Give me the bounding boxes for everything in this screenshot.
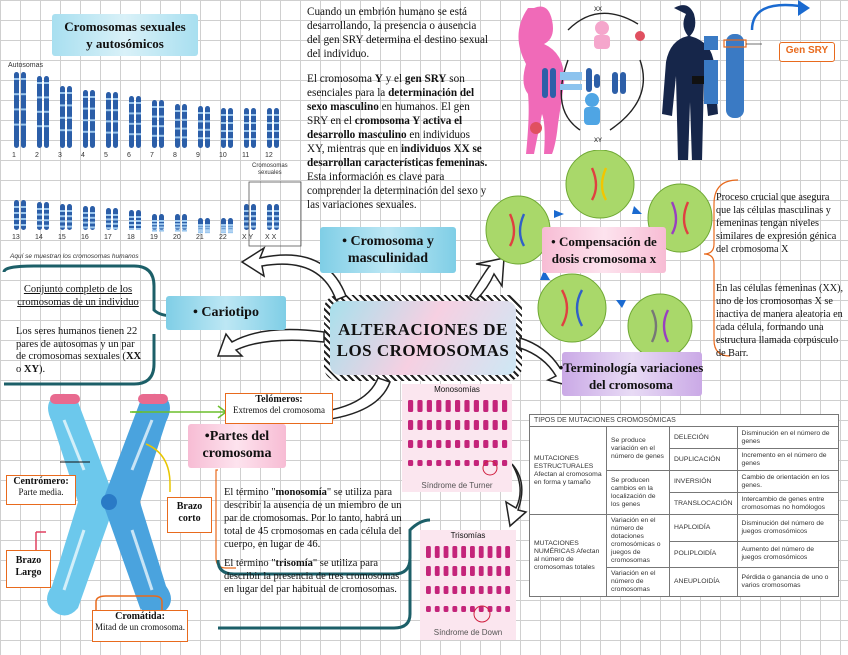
sexuales-box-label: Cromosomas sexuales xyxy=(252,163,288,176)
mutation-name: TRANSLOCACIÓN xyxy=(670,493,738,515)
mutation-type: MUTACIONES NUMÉRICAS Afectan al número de cromosomas totales xyxy=(530,515,607,597)
mini-chromosome xyxy=(461,606,466,612)
telomeros-box xyxy=(225,393,333,424)
mini-chromosome xyxy=(436,400,441,412)
chromosome-number: 16 xyxy=(81,234,89,241)
chromosome-number: 10 xyxy=(219,152,227,159)
mutation-name: HAPLOIDÍA xyxy=(670,515,738,542)
cromatida-desc: Mitad de un cromosoma. xyxy=(95,622,185,632)
mini-chromosome xyxy=(483,440,488,448)
mini-chromosome xyxy=(461,586,466,594)
telomeros-desc: Extremos del cromosoma xyxy=(233,405,325,415)
mutation-description: Disminución en el número de genes xyxy=(737,427,838,449)
mutation-name: INVERSIÓN xyxy=(670,471,738,493)
mini-chromosome xyxy=(505,566,510,576)
mini-chromosome xyxy=(470,566,475,576)
chromosome-number: 6 xyxy=(127,152,131,159)
mini-chromosome xyxy=(464,440,469,448)
mini-chromosome xyxy=(444,566,449,576)
partes-chip-label: •Partes del cromosoma xyxy=(202,429,272,461)
telomeros-title: Telómeros: xyxy=(255,394,303,405)
mini-chromosome xyxy=(496,566,501,576)
mini-chromosome xyxy=(436,460,441,466)
mutation-description: Incremento en el número de genes xyxy=(737,449,838,471)
mini-chromosome xyxy=(483,420,488,430)
mini-chromosome xyxy=(435,546,440,558)
mini-chromosome xyxy=(446,440,451,448)
cromatida-box xyxy=(92,610,188,642)
mini-chromosome xyxy=(496,546,501,558)
mini-chromosome xyxy=(455,400,460,412)
mutation-description: Disminución del número de juegos cromosómicos xyxy=(737,515,838,542)
mini-chromosome xyxy=(474,400,479,412)
mini-chromosome xyxy=(496,586,501,594)
chromosome-number: 2 xyxy=(35,152,39,159)
chromosome-number: 19 xyxy=(150,234,158,241)
mini-chromosome xyxy=(502,400,507,412)
chromosome-number: X Y xyxy=(242,234,254,241)
mutation-cause: Variación en el número de cromosomas xyxy=(607,568,670,597)
mini-chromosome xyxy=(464,420,469,430)
mini-chromosome xyxy=(446,400,451,412)
cariotipo-description: Los seres humanos tienen 22 pares de autosomas y un par de cromosomas sexuales (XX o XY). xyxy=(16,326,142,375)
svg-text:XY: XY xyxy=(594,138,603,144)
karyotype-caption: Aquí se muestran los cromosomas humanos xyxy=(10,253,139,260)
compensacion-text-2: En las células femeninas (XX), uno de los cromosomas X se inactiva de manera aleatoria en cada célula, formando una estructura llamada corpúsculo de Barr. xyxy=(716,283,844,359)
mini-chromosome xyxy=(427,420,432,430)
mini-chromosome xyxy=(505,546,510,558)
mini-chromosome xyxy=(436,440,441,448)
intro-paragraph-2: El cromosoma Y y el gen SRY son esenciales para la determinación del sexo masculino en humanos. El gen SRY en el cromosoma Y activa el desarrollo masculino en individuos XY, mientras que en individuos XX se desarrollan características femeninas. Esta información es clave para comprender la determinación del sexo y las variaciones sexuales. xyxy=(307,73,488,211)
mini-chromosome xyxy=(452,546,457,558)
mini-chromosome xyxy=(505,586,510,594)
chromosome-number: 9 xyxy=(196,152,200,159)
mutation-description: Intercambio de genes entre cromosomas no homólogos xyxy=(737,493,838,515)
mutation-table-wrap xyxy=(529,414,839,597)
mini-chromosome xyxy=(474,420,479,430)
sexuales-chip-label: Cromosomas sexuales y autosómicos xyxy=(64,19,186,51)
brazo-corto-box xyxy=(167,497,212,533)
mini-chromosome xyxy=(408,460,413,466)
mini-chromosome xyxy=(408,440,413,448)
mini-chromosome xyxy=(464,460,469,466)
mutation-cause: Se producen cambios en la localización de los genes xyxy=(607,471,670,515)
brazo-largo-box xyxy=(6,550,51,588)
mini-chromosome xyxy=(474,440,479,448)
mutation-description: Cambio de orientación en los genes. xyxy=(737,471,838,493)
mini-chromosome xyxy=(452,586,457,594)
mini-chromosome xyxy=(408,400,413,412)
mini-chromosome xyxy=(461,546,466,558)
masculinidad-chip-label: • Cromosoma y masculinidad xyxy=(342,234,434,266)
compensacion-text-1: Proceso crucial que asegura que las células masculinas y femeninas tengan niveles similares de expresión génica del cromosoma X xyxy=(716,192,837,255)
table-row xyxy=(530,515,839,542)
mini-chromosome xyxy=(435,566,440,576)
centromero-title: Centrómero: xyxy=(13,476,69,487)
mutation-table-header: TIPOS DE MUTACIONES CROMOSÓMICAS xyxy=(529,414,839,426)
trisomia-karyotype xyxy=(422,542,514,626)
mini-chromosome xyxy=(488,546,493,558)
mutation-name: DUPLICACIÓN xyxy=(670,449,738,471)
mutation-description: Aumento del número de juegos cromosómicos xyxy=(737,541,838,568)
mini-chromosome xyxy=(427,440,432,448)
chromosome-number: 11 xyxy=(242,152,250,159)
chromosome-number: 20 xyxy=(173,234,181,241)
mini-chromosome xyxy=(502,420,507,430)
mini-chromosome xyxy=(408,420,413,430)
chromosome-number: 18 xyxy=(127,234,135,241)
mutation-table xyxy=(529,426,839,597)
mini-chromosome xyxy=(455,460,460,466)
mini-chromosome xyxy=(505,606,510,612)
trisomia-title: Trisomías xyxy=(450,531,486,540)
chromosome-number: 5 xyxy=(104,152,108,159)
mutation-name: ANEUPLOIDÍA xyxy=(670,568,738,597)
mini-chromosome xyxy=(435,606,440,612)
mini-chromosome xyxy=(446,460,451,466)
mini-chromosome xyxy=(426,606,431,612)
mini-chromosome xyxy=(470,586,475,594)
mini-chromosome xyxy=(455,440,460,448)
table-row xyxy=(530,427,839,449)
terminologia-chip-label: •Terminología variaciones del cromosoma xyxy=(558,360,704,392)
chromosome-number: 17 xyxy=(104,234,112,241)
chromosome-number: 21 xyxy=(196,234,204,241)
monosomia-title: Monosomías xyxy=(434,385,480,394)
cariotipo-chip-label: • Cariotipo xyxy=(193,305,259,320)
mini-chromosome xyxy=(502,460,507,466)
mini-chromosome xyxy=(426,566,431,576)
chromosome-number: 22 xyxy=(219,234,227,241)
mini-chromosome xyxy=(417,440,422,448)
compensacion-chip-label: • Compensación de dosis cromosoma x xyxy=(551,234,657,266)
trisomia-text: El término "trisomía" se utiliza para describir la presencia de tres cromosomas en lugar del par habitual de cromosomas. xyxy=(224,558,400,595)
mini-chromosome xyxy=(464,400,469,412)
mini-chromosome xyxy=(479,546,484,558)
mini-chromosome xyxy=(474,460,479,466)
chromosome-number: 15 xyxy=(58,234,66,241)
mini-chromosome xyxy=(493,440,498,448)
mini-chromosome xyxy=(446,420,451,430)
mutation-type: MUTACIONES ESTRUCTURALES Afectan al cromosoma en forma y tamaño xyxy=(530,427,607,515)
mutation-name: POLIPLOIDÍA xyxy=(670,541,738,568)
mini-chromosome xyxy=(417,400,422,412)
mini-chromosome xyxy=(444,606,449,612)
mini-chromosome xyxy=(417,420,422,430)
mini-chromosome xyxy=(488,586,493,594)
centromero-desc: Parte media. xyxy=(18,487,64,497)
chromosome-number: 3 xyxy=(58,152,62,159)
mini-chromosome xyxy=(479,586,484,594)
mini-chromosome xyxy=(502,440,507,448)
chromosome-number: 1 xyxy=(12,152,16,159)
centromero-box xyxy=(6,475,76,505)
chromosome-number: X X xyxy=(265,234,277,241)
mini-chromosome xyxy=(444,586,449,594)
autosomas-label: Autosomas xyxy=(8,62,44,69)
mini-chromosome xyxy=(470,546,475,558)
mini-chromosome xyxy=(427,400,432,412)
mutation-cause: Se produce variación en el número de genes xyxy=(607,427,670,471)
center-title: ALTERACIONES DE LOS CROMOSOMAS xyxy=(336,320,510,360)
chromosome-number: 14 xyxy=(35,234,43,241)
brazo-corto-label: Brazo corto xyxy=(176,501,203,524)
mini-chromosome xyxy=(493,420,498,430)
chromosome-number: 7 xyxy=(150,152,154,159)
mini-chromosome xyxy=(427,460,432,466)
cariotipo-definition: Conjunto completo de los cromosomas de un individuo xyxy=(17,284,139,308)
monosomia-caption: Síndrome de Turner xyxy=(421,481,493,490)
gen-sry-label: Gen SRY xyxy=(785,45,829,56)
mini-chromosome xyxy=(426,546,431,558)
mini-chromosome xyxy=(452,566,457,576)
mini-chromosome xyxy=(426,586,431,594)
mutation-description: Pérdida o ganancia de uno o varios cromosomas xyxy=(737,568,838,597)
mutation-name: DELECIÓN xyxy=(670,427,738,449)
arrow-to-cariotipo xyxy=(218,330,324,356)
mini-chromosome xyxy=(479,566,484,576)
chromosome-number: 8 xyxy=(173,152,177,159)
mini-chromosome xyxy=(444,546,449,558)
mini-chromosome xyxy=(488,566,493,576)
chromosome-number: 13 xyxy=(12,234,20,241)
mini-chromosome xyxy=(452,606,457,612)
chromosome-number: 4 xyxy=(81,152,85,159)
intro-paragraph-1: Cuando un embrión humano se está desarrollando, la presencia o ausencia del gen SRY determina el destino sexual del individuo. xyxy=(307,6,489,60)
monosomia-karyotype xyxy=(404,396,510,480)
mini-chromosome xyxy=(493,400,498,412)
chromosome-number: 12 xyxy=(265,152,273,159)
monosomia-text: El término "monosomía" se utiliza para describir la ausencia de un miembro de un par de cromosomas. Por lo tanto, habrá un total de 45 cromosomas en cada célula del cuerpo, en lugar de 46. xyxy=(224,487,402,550)
brazo-largo-label: Brazo Largo xyxy=(15,555,42,578)
mini-chromosome xyxy=(455,420,460,430)
trisomia-caption: Síndrome de Down xyxy=(433,628,503,637)
mini-chromosome xyxy=(461,566,466,576)
mini-chromosome xyxy=(435,586,440,594)
mini-chromosome xyxy=(496,606,501,612)
mini-chromosome xyxy=(417,460,422,466)
cromatida-title: Cromátida: xyxy=(115,611,165,622)
mini-chromosome xyxy=(483,400,488,412)
mini-chromosome xyxy=(436,420,441,430)
svg-text:XX: XX xyxy=(594,7,603,13)
mutation-cause: Variación en el número de dotaciones cromosómicas o juegos de cromosomas xyxy=(607,515,670,568)
